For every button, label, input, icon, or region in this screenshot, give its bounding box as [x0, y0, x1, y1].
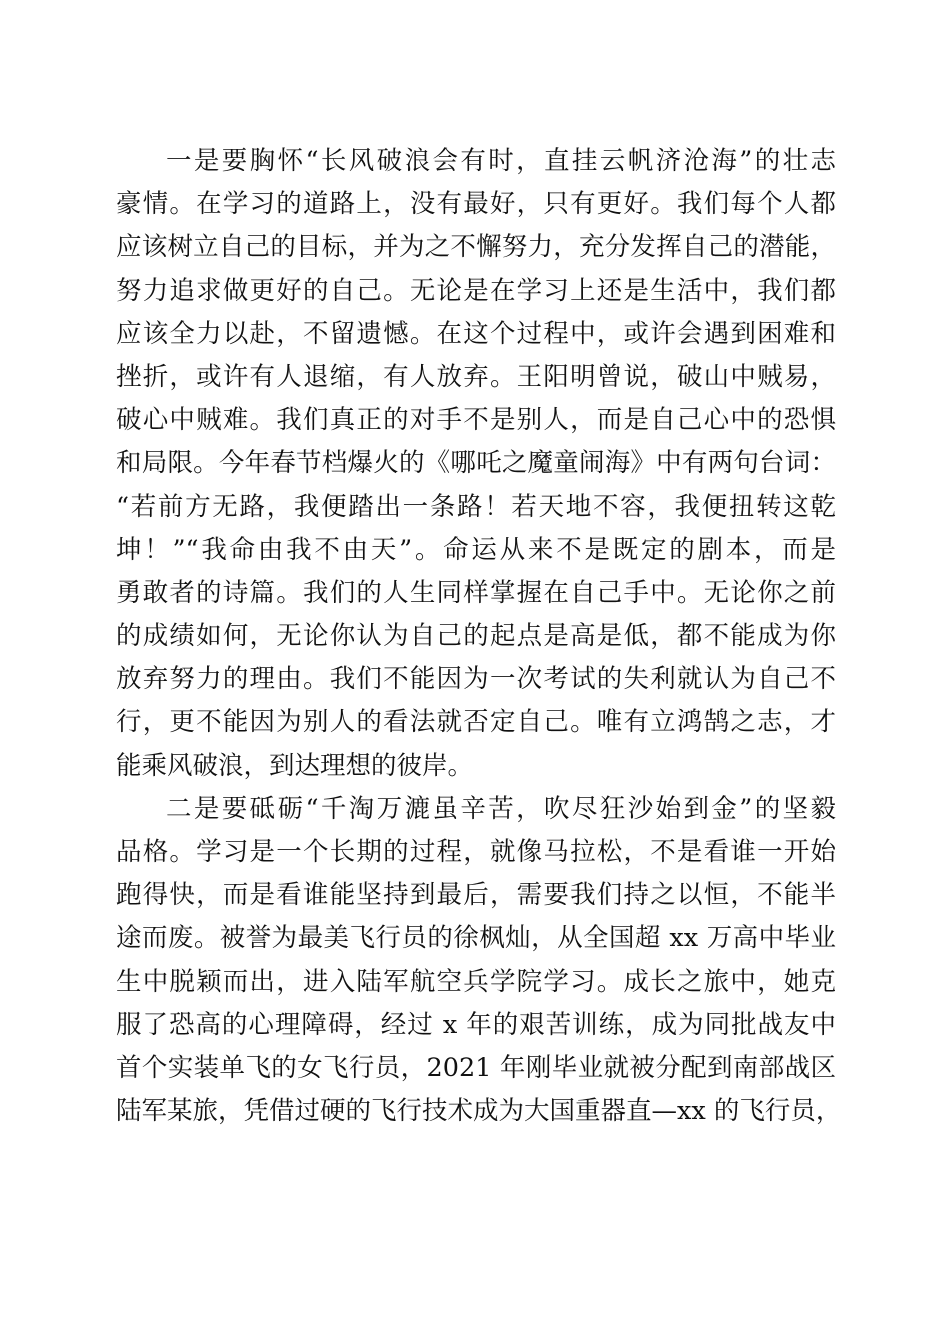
paragraph-line: 应该树立自己的目标，并为之不懈努力，充分发挥自己的潜能， — [116, 232, 836, 263]
paragraph-line: 品格。学习是一个长期的过程，就像马拉松，不是看谁一开始 — [116, 837, 836, 867]
paragraph-line: 放弃努力的理由。我们不能因为一次考试的失利就认为自己不 — [116, 664, 836, 695]
paragraph-line: 陆军某旅，凭借过硬的飞行技术成为大国重器直—xx 的飞行员， — [116, 1096, 842, 1127]
paragraph-line: 坤！”“我命由我不由天”。命运从来不是既定的剧本，而是 — [116, 534, 836, 565]
paragraph-line: 行，更不能因为别人的看法就否定自己。唯有立鸿鹄之志，才 — [116, 707, 836, 738]
paragraph-line: 生中脱颖而出，进入陆军航空兵学院学习。成长之旅中，她克 — [116, 966, 836, 997]
paragraph-1 — [116, 140, 836, 788]
paragraph-line: 和局限。今年春节档爆火的《哪吒之魔童闹海》中有两句台词： — [116, 448, 836, 479]
paragraph-line: 一是要胸怀“长风破浪会有时，直挂云帆济沧海”的壮志 — [166, 146, 836, 176]
paragraph-line: 破心中贼难。我们真正的对手不是别人，而是自己心中的恐惧 — [116, 405, 836, 436]
paragraph-line: 挫折，或许有人退缩，有人放弃。王阳明曾说，破山中贼易， — [116, 361, 836, 392]
paragraph-line: 应该全力以赴，不留遗憾。在这个过程中，或许会遇到困难和 — [116, 318, 836, 349]
paragraph-line: 服了恐高的心理障碍，经过 x 年的艰苦训练，成为同批战友中 — [116, 1009, 836, 1040]
paragraph-line: 首个实装单飞的女飞行员，2021 年刚毕业就被分配到南部战区 — [116, 1052, 836, 1083]
body-text — [116, 140, 842, 1133]
paragraph-line: 努力追求做更好的自己。无论是在学习上还是生活中，我们都 — [116, 275, 836, 306]
paragraph-line: “若前方无路，我便踏出一条路！若天地不容，我便扭转这乾 — [116, 491, 836, 522]
paragraph-line: 途而废。被誉为最美飞行员的徐枫灿，从全国超 xx 万高中毕业 — [116, 923, 836, 954]
paragraph-line: 二是要砥砺“千淘万漉虽辛苦，吹尽狂沙始到金”的坚毅 — [166, 793, 836, 824]
paragraph-2 — [116, 788, 842, 1134]
paragraph-line: 的成绩如何，无论你认为自己的起点是高是低，都不能成为你 — [116, 621, 836, 652]
paragraph-line: 勇敢者的诗篇。我们的人生同样掌握在自己手中。无论你之前 — [116, 577, 836, 608]
paragraph-line: 跑得快，而是看谁能坚持到最后，需要我们持之以恒，不能半 — [116, 880, 836, 911]
paragraph-line: 能乘风破浪，到达理想的彼岸。 — [116, 750, 474, 781]
paragraph-line: 豪情。在学习的道路上，没有最好，只有更好。我们每个人都 — [116, 189, 836, 220]
